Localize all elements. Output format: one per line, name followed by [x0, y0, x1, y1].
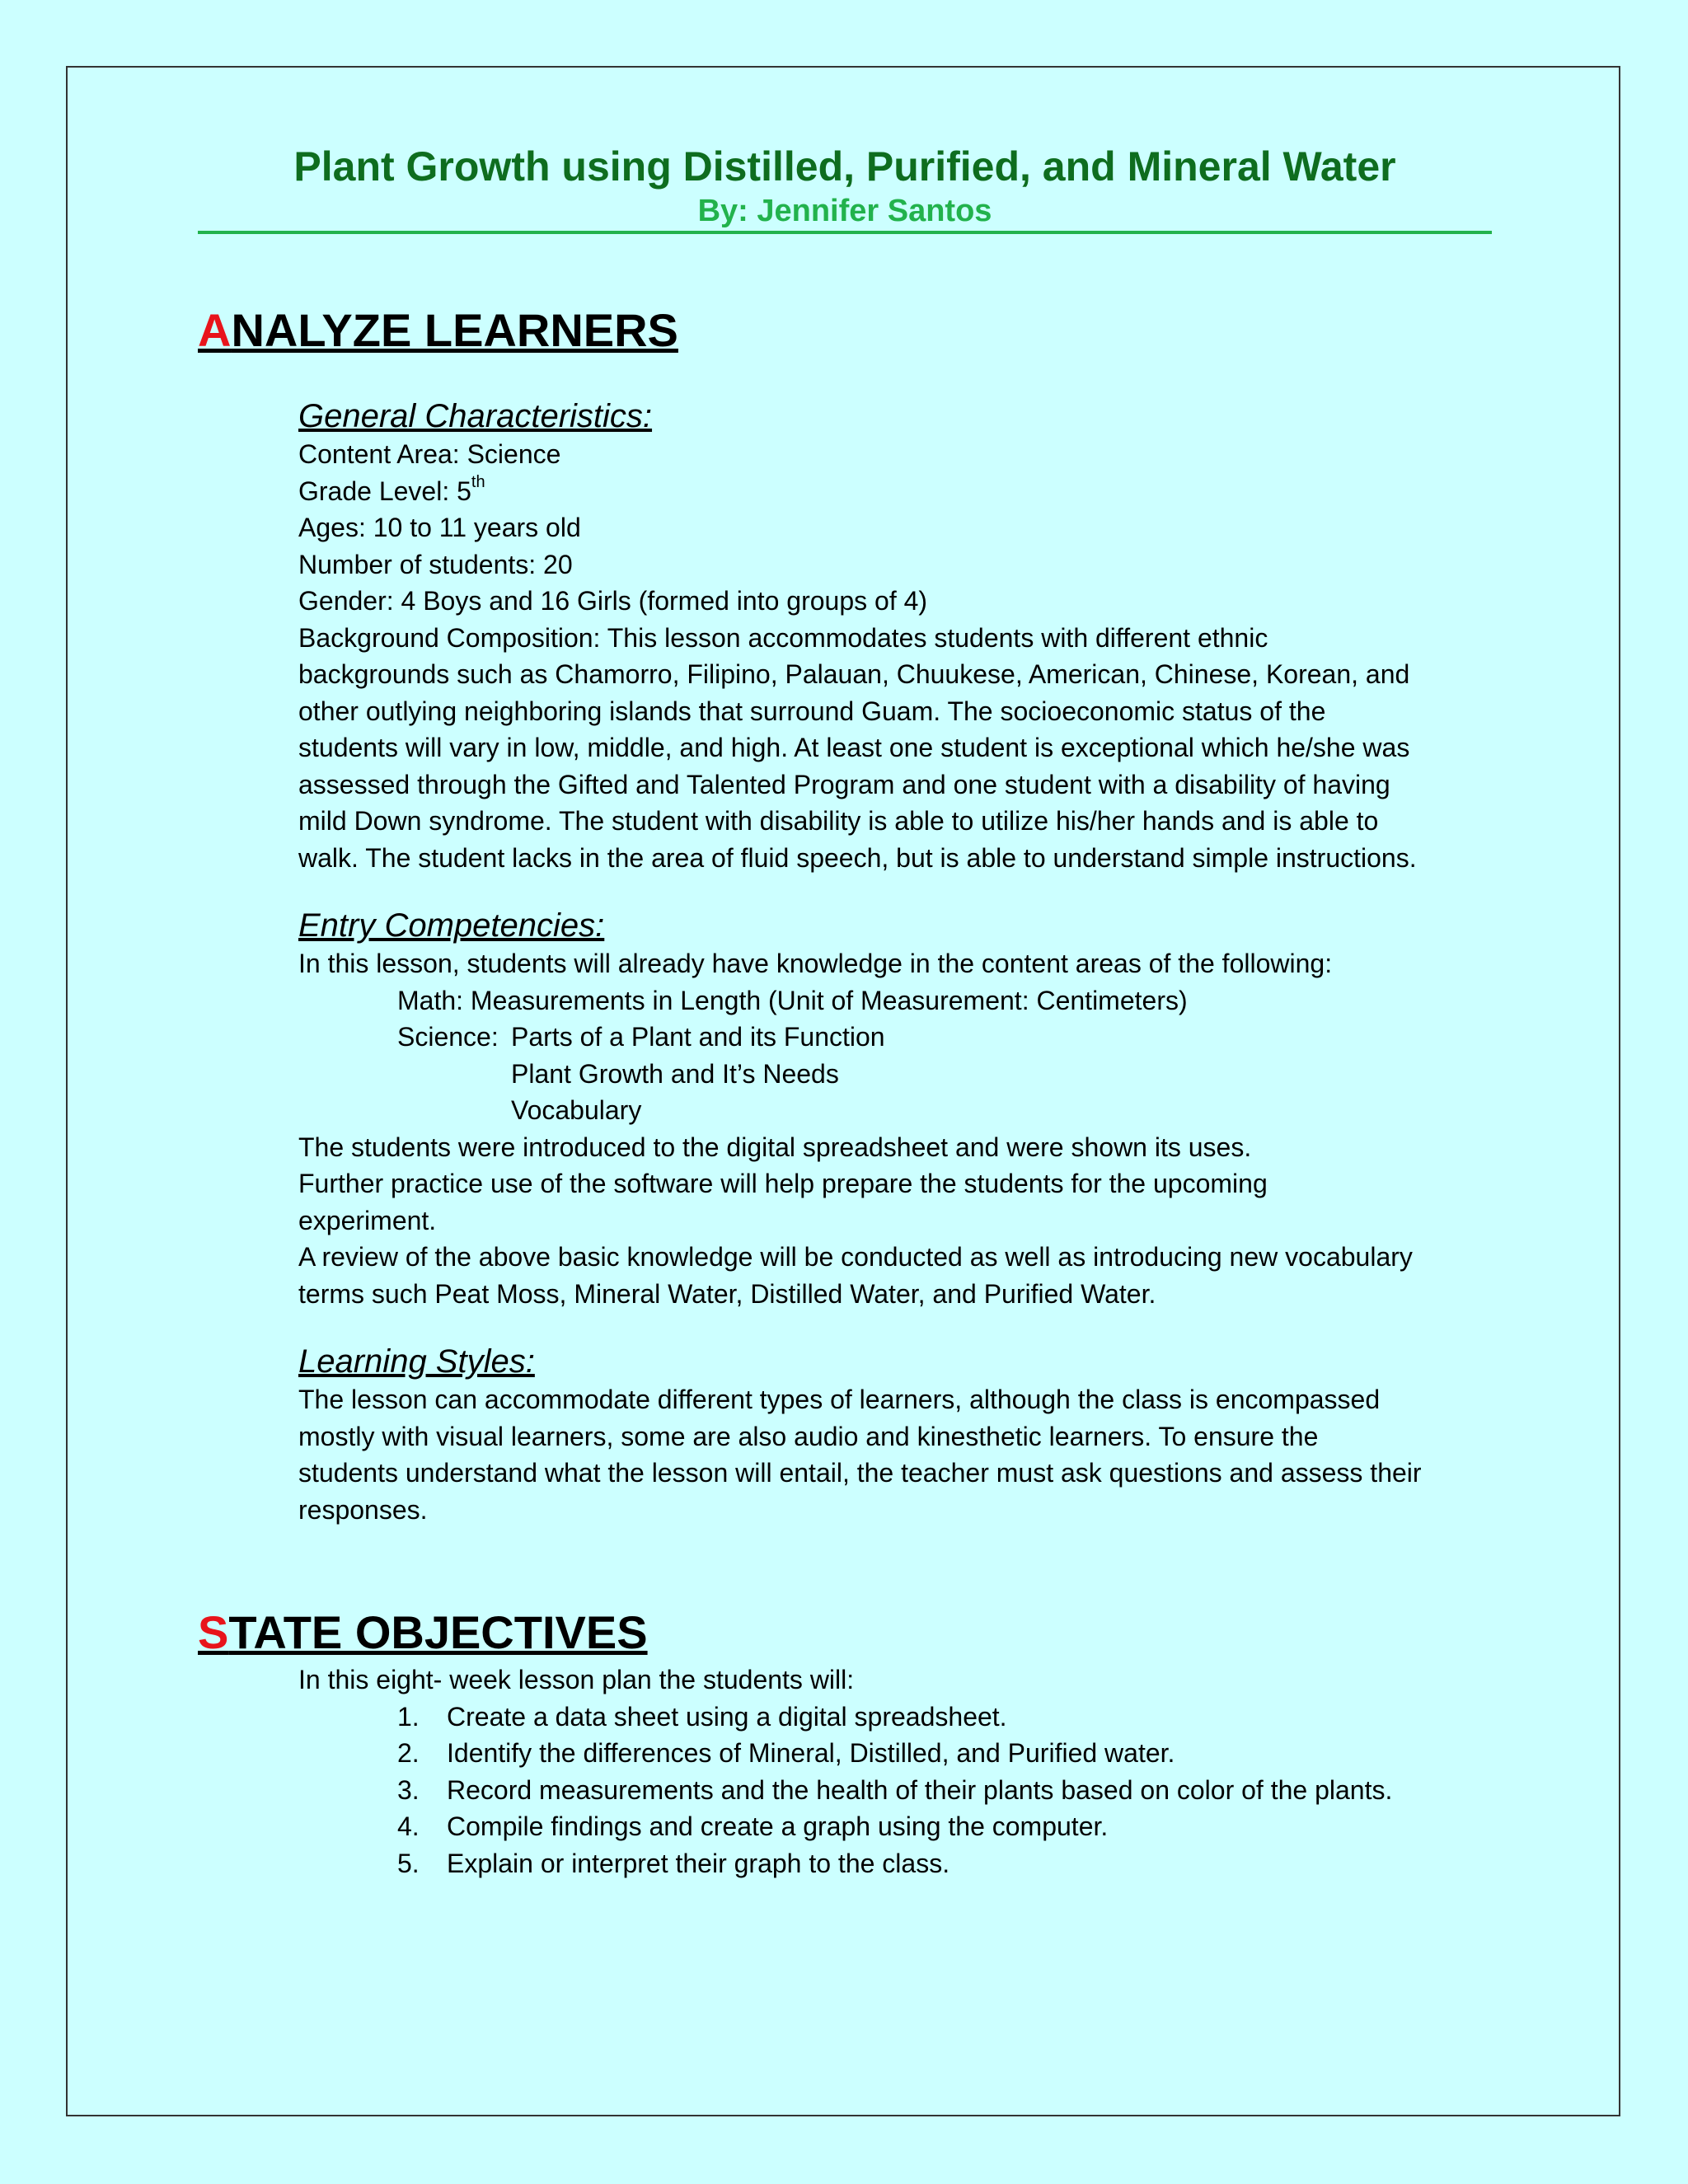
- entry-competencies-section: [298, 906, 1492, 982]
- document-body: [198, 140, 1492, 1882]
- list-text: Explain or interpret their graph to the class.: [447, 1848, 950, 1878]
- analyze-learners-heading: [198, 302, 1492, 359]
- list-text: Create a data sheet using a digital spreadsheet.: [447, 1701, 1007, 1732]
- content-area-line: Content Area: Science: [298, 439, 561, 469]
- objectives-heading-initial: S: [198, 1606, 229, 1658]
- list-number: 3.: [397, 1774, 420, 1805]
- list-item: [397, 1772, 1492, 1809]
- entry-notes: [298, 1129, 1492, 1313]
- list-text: Compile findings and create a graph using the computer.: [447, 1811, 1109, 1841]
- learning-styles-section: [298, 1342, 1492, 1528]
- general-characteristics-title: General Characteristics:: [298, 398, 653, 434]
- state-objectives-heading: [198, 1604, 1492, 1661]
- background-composition-paragraph: [298, 620, 1492, 877]
- grade-level-text: Grade Level: 5: [298, 476, 471, 506]
- general-characteristics-section: [298, 396, 1492, 876]
- background-line: mild Down syndrome. The student with disability is able to utilize his/her hands and is able to: [298, 806, 1379, 836]
- background-line: walk. The student lacks in the area of fluid speech, but is able to understand simple instructions.: [298, 842, 1417, 873]
- styles-line: mostly with visual learners, some are also audio and kinesthetic learners. To ensure the: [298, 1421, 1319, 1451]
- ages-line: Ages: 10 to 11 years old: [298, 513, 581, 542]
- entry-competencies-title: Entry Competencies:: [298, 907, 605, 944]
- list-number: 2.: [397, 1738, 420, 1768]
- background-line: students will vary in low, middle, and high. At least one student is exceptional which he/she was: [298, 733, 1410, 762]
- objectives-list: [397, 1699, 1492, 1882]
- science-item: Plant Growth and It’s Needs: [511, 1058, 839, 1089]
- entry-line: A review of the above basic knowledge will be conducted as well as introducing new vocabulary: [298, 1242, 1413, 1272]
- math-competency: Math: Measurements in Length (Unit of Measurement: Centimeters): [397, 985, 1188, 1015]
- analyze-heading-rest: NALYZE LEARNERS: [231, 304, 678, 356]
- grade-level-superscript: th: [471, 472, 485, 491]
- entry-line: terms such Peat Moss, Mineral Water, Distilled Water, and Purified Water.: [298, 1278, 1156, 1309]
- science-item: Parts of a Plant and its Function: [511, 1022, 885, 1052]
- students-count-line: Number of students: 20: [298, 549, 573, 579]
- list-item: [397, 1735, 1492, 1772]
- analyze-heading-initial: A: [198, 304, 232, 356]
- science-item: Vocabulary: [511, 1095, 642, 1125]
- list-number: 4.: [397, 1811, 420, 1841]
- list-number: 1.: [397, 1701, 420, 1732]
- objectives-intro: In this eight- week lesson plan the students will:: [298, 1665, 855, 1694]
- science-row: [397, 1019, 1492, 1056]
- document-title: Plant Growth using Distilled, Purified, and Mineral Water: [293, 143, 1396, 190]
- title-divider: [198, 231, 1492, 234]
- entry-line: experiment.: [298, 1205, 437, 1235]
- background-line: backgrounds such as Chamorro, Filipino, Palauan, Chuukese, American, Chinese, Korean, and: [298, 659, 1410, 689]
- styles-line: students understand what the lesson will entail, the teacher must ask questions and assess their: [298, 1458, 1422, 1488]
- styles-line: responses.: [298, 1494, 428, 1525]
- list-text: Identify the differences of Mineral, Distilled, and Purified water.: [447, 1738, 1175, 1768]
- list-item: [397, 1699, 1492, 1736]
- gender-line: Gender: 4 Boys and 16 Girls (formed into groups of 4): [298, 586, 928, 616]
- list-number: 5.: [397, 1848, 420, 1878]
- document-byline: By: Jennifer Santos: [697, 194, 992, 228]
- styles-line: The lesson can accommodate different types of learners, although the class is encompassed: [298, 1385, 1381, 1414]
- entry-line: Further practice use of the software will help prepare the students for the upcoming: [298, 1169, 1268, 1198]
- science-competency: [397, 1019, 1492, 1056]
- background-line: other outlying neighboring islands that surround Guam. The socioeconomic status of the: [298, 696, 1326, 726]
- list-item: [397, 1845, 1492, 1882]
- grade-level-line: [298, 473, 1492, 510]
- science-label: Science:: [397, 1022, 499, 1052]
- entry-intro: In this lesson, students will already have knowledge in the content areas of the following:: [298, 949, 1333, 978]
- background-line: assessed through the Gifted and Talented Program and one student with a disability of having: [298, 769, 1390, 799]
- list-item: [397, 1808, 1492, 1845]
- list-text: Record measurements and the health of their plants based on color of the plants.: [447, 1774, 1393, 1805]
- objectives-heading-rest: TATE OBJECTIVES: [228, 1606, 648, 1658]
- background-line: Background Composition: This lesson accommodates students with different ethnic: [298, 622, 1268, 653]
- learning-styles-title: Learning Styles:: [298, 1343, 535, 1380]
- entry-line: The students were introduced to the digital spreadsheet and were shown its uses.: [298, 1132, 1252, 1162]
